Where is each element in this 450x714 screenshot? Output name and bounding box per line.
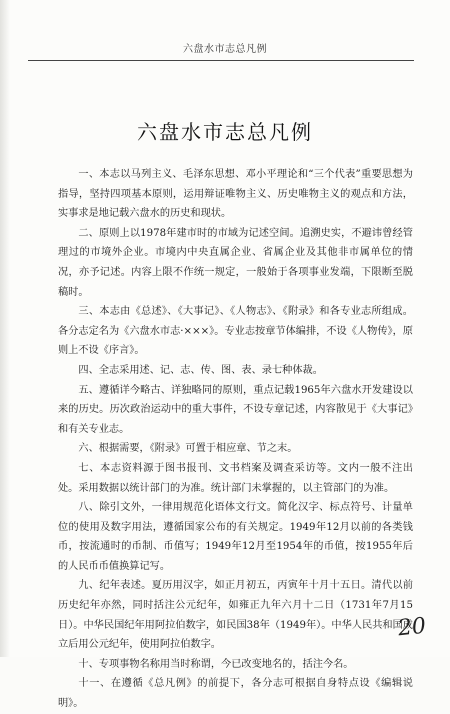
page-gutter-shadow: [0, 0, 10, 657]
paragraph: 四、全志采用述、记、志、传、图、表、录七种体裁。: [78, 364, 323, 376]
paragraph: 六、根据需要，《附录》可置于相应章、节之末。: [78, 443, 298, 455]
page-title: 六盘水市志总凡例: [137, 120, 313, 144]
paragraph: 五、遵循详今略古、详独略同的原则，重点记载1965年六盘水开发建设以来的历史。历次政治运动中的重大事件，不设专章记述，内容散见于《大事记》和有关专业志。: [58, 384, 413, 435]
running-header: 六盘水市志总凡例: [183, 44, 267, 55]
paragraph: 三、本志由《总述》、《大事记》、《人物志》、《附录》和各专业志所组成。各分志定名为《六盘水市志·×××》。专业志按章节体编排，不设《人物传》，原则上不设《序言》。: [58, 306, 413, 357]
paragraph: 十、专项事物名称用当时称谓，今已改变地名的，括注今名。: [78, 658, 354, 670]
paragraph: 二、原则上以1978年建市时的市域为记述空间。追溯史实，不避讳曾经管理过的市境外企业。市境内中央直属企业、省属企业及其他非市属单位的情况，亦予记述。内容上限不作统一规定，一般始于各项事业发端，下限断至脱稿时。: [58, 227, 413, 298]
paragraph: 一、本志以马列主义、毛泽东思想、邓小平理论和“三个代表”重要思想为指导，坚持四项基本原则，运用辩证唯物主义、历史唯物主义的观点和方法，实事求是地记载六盘水的历史和现状。: [58, 169, 413, 220]
header-rule: [28, 60, 414, 61]
paragraph: 七、本志资料源于图书报刊、文书档案及调查采访等。文内一般不注出处。采用数据以统计部门的为准。统计部门未掌握的，以主管部门的为准。: [58, 462, 413, 494]
page-number: 20: [396, 613, 428, 642]
paragraph: 九、纪年表述。夏历用汉字，如正月初五，丙寅年十月十五日。清代以前历史纪年亦然，同时括注公元纪年，如雍正九年六月十二日（1731年7月15日）。中华民国纪年用阿拉伯数字，如民国38年（1949年）。中华人民共和国成立后用公元纪年，使用阿拉伯数字。: [58, 580, 413, 651]
paragraph: 八、除引文外，一律用规范化语体文行文。简化汉字、标点符号、计量单位的使用及数字用法，遵循国家公布的有关规定。1949年12月以前的各类钱币，按流通时的币制、币值写；1949年12月至1954年的币值，按1955年后的人民币币值换算记写。: [58, 502, 413, 572]
paragraph: 十一、在遵循《总凡例》的前提下，各分志可根据自身特点设《编辑说明》。: [58, 678, 413, 710]
body-text: [58, 165, 413, 714]
